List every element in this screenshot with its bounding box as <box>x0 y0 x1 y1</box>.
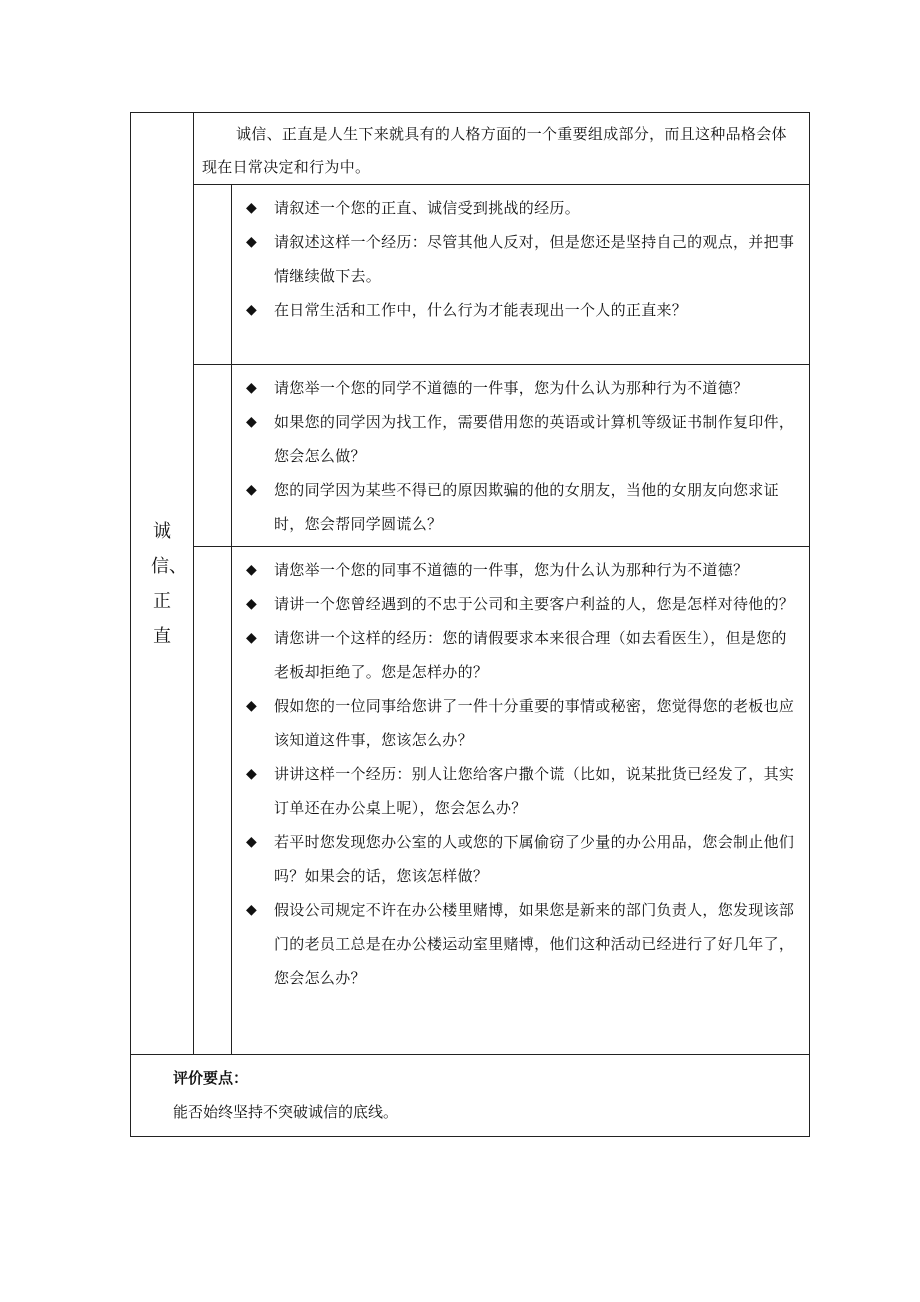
evaluation-title: 评价要点： <box>173 1069 249 1087</box>
question-item <box>246 371 801 405</box>
group-3-questions-cell <box>232 547 810 1055</box>
evaluation-cell <box>131 1055 810 1137</box>
interview-question-table <box>130 112 810 1137</box>
category-cell <box>131 113 194 1055</box>
diamond-bullet-icon: ◆ <box>246 414 258 430</box>
group-1-questions-cell <box>232 185 810 365</box>
question-item <box>246 893 801 995</box>
question-item <box>246 225 801 293</box>
category-label: 诚信、正直 <box>151 520 187 647</box>
question-item <box>246 405 801 473</box>
diamond-bullet-icon: ◆ <box>246 380 258 396</box>
question-list <box>232 185 809 327</box>
question-list <box>232 547 809 995</box>
evaluation-text: 能否始终坚持不突破诚信的底线。 <box>173 1103 399 1121</box>
question-text: 您的同学因为某些不得已的原因欺骗的他的女朋友，当他的女朋友向您求证时，您会帮同学圆谎么？ <box>274 481 779 533</box>
question-text: 请叙述这样一个经历：尽管其他人反对，但是您还是坚持自己的观点，并把事情继续做下去。 <box>274 233 795 285</box>
question-text: 若平时您发现您办公室的人或您的下属偷窃了少量的办公用品，您会制止他们吗？如果会的话，您该怎样做？ <box>274 833 795 885</box>
question-item <box>246 621 801 689</box>
diamond-bullet-icon: ◆ <box>246 630 258 646</box>
question-item <box>246 293 801 327</box>
question-text: 请您举一个您的同学不道德的一件事，您为什么认为那种行为不道德？ <box>274 379 749 397</box>
question-item <box>246 587 801 621</box>
question-text: 假设公司规定不许在办公楼里赌博，如果您是新来的部门负责人，您发现该部门的老员工总是在办公楼运动室里赌博，他们这种活动已经进行了好几年了，您会怎么办？ <box>274 901 795 987</box>
question-text: 讲讲这样一个经历：别人让您给客户撒个谎（比如，说某批货已经发了，其实订单还在办公桌上呢），您会怎么办？ <box>274 765 795 817</box>
question-item <box>246 191 801 225</box>
group-1-sub-cell <box>194 185 232 365</box>
question-text: 请您讲一个这样的经历：您的请假要求本来很合理（如去看医生），但是您的老板却拒绝了。您是怎样办的？ <box>274 629 787 681</box>
diamond-bullet-icon: ◆ <box>246 902 258 918</box>
diamond-bullet-icon: ◆ <box>246 766 258 782</box>
diamond-bullet-icon: ◆ <box>246 200 258 216</box>
question-text: 请叙述一个您的正直、诚信受到挑战的经历。 <box>274 199 581 217</box>
group-2-questions-cell <box>232 365 810 547</box>
group-3-sub-cell <box>194 547 232 1055</box>
diamond-bullet-icon: ◆ <box>246 698 258 714</box>
question-text: 在日常生活和工作中，什么行为才能表现出一个人的正直来？ <box>274 301 688 319</box>
question-item <box>246 825 801 893</box>
question-text: 请讲一个您曾经遇到的不忠于公司和主要客户利益的人，您是怎样对待他的？ <box>274 595 795 613</box>
group-2-sub-cell <box>194 365 232 547</box>
question-text: 如果您的同学因为找工作，需要借用您的英语或计算机等级证书制作复印件，您会怎么做？ <box>274 413 795 465</box>
diamond-bullet-icon: ◆ <box>246 834 258 850</box>
question-item <box>246 757 801 825</box>
question-item <box>246 689 801 757</box>
question-text: 请您举一个您的同事不道德的一件事，您为什么认为那种行为不道德？ <box>274 561 749 579</box>
diamond-bullet-icon: ◆ <box>246 234 258 250</box>
question-text: 假如您的一位同事给您讲了一件十分重要的事情或秘密，您觉得您的老板也应该知道这件事，您该怎么办？ <box>274 697 795 749</box>
intro-cell <box>194 113 810 185</box>
intro-text: 诚信、正直是人生下来就具有的人格方面的一个重要组成部分，而且这种品格会体现在日常决定和行为中。 <box>202 125 787 176</box>
diamond-bullet-icon: ◆ <box>246 596 258 612</box>
diamond-bullet-icon: ◆ <box>246 302 258 318</box>
diamond-bullet-icon: ◆ <box>246 562 258 578</box>
question-list <box>232 365 809 541</box>
question-item <box>246 553 801 587</box>
diamond-bullet-icon: ◆ <box>246 482 258 498</box>
question-item <box>246 473 801 541</box>
